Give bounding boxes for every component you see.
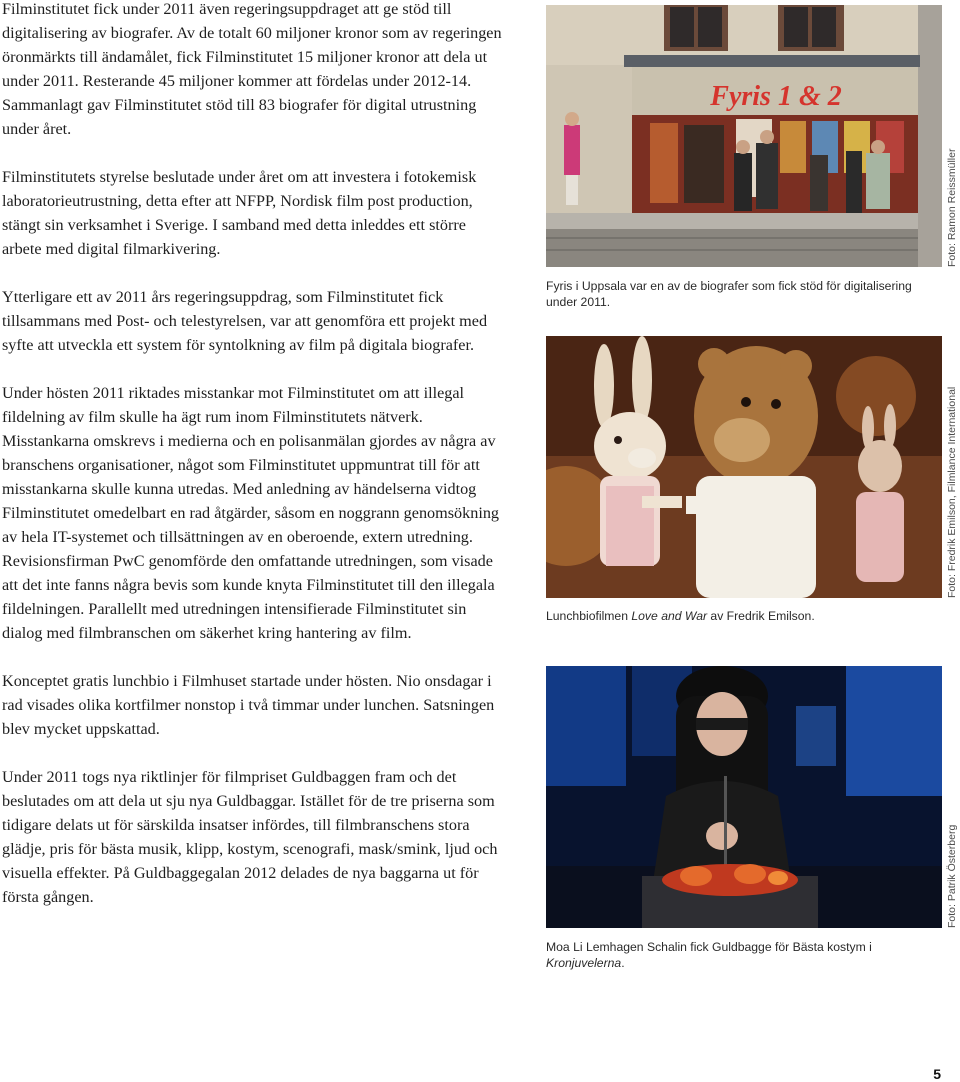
guldbagge-credit: Foto: Patrik Österberg (946, 824, 958, 928)
love-and-war-credit: Foto: Fredrik Emilson, Filmlance International (946, 386, 958, 598)
article-paragraph: Filminstitutet fick under 2011 även regeringsuppdraget att ge stöd till digitalisering av biografer. Av de totalt 60 miljoner kronor som av regeringen öronmärkts till ändamålet, fick Filminstitutet 15 miljoner kronor att dela ut under 2011. Resterande 45 miljoner kommer att fördelas under 2012-14. Sammanlagt gav Filminstitutet stöd till 83 biografer för digital utrustning under året. (2, 0, 502, 138)
fyris-photo-credit: Foto: Ramon Reissmüller (946, 148, 958, 267)
cinema-sign-text: Fyris 1 & 2 (710, 81, 842, 112)
article-paragraph: Under hösten 2011 riktades misstankar mot Filminstitutet om att illegal fildelning av film skulle ha ägt rum inom Filminstitutets nätverk. Misstankarna omskrevs i medierna och en polisanmälan gjordes av några av branschens organisationer, något som Filminstitutet uppmuntrat till för att misstankarna skulle kunna utredas. Med anledning av händelserna vidtog Filminstitutet omedelbart en rad åtgärder, såsom en noggrann genomsökning av hela IT-systemet och tillsättningen av en oberoende, extern utredning. Revisionsfirman PwC genomförde den omfattande utredningen, som visade att det inte fanns några bevis som kunde knyta Filminstitutet till den illegala fildelningen. Parallellt med utredningen intensifierade Filminstitutet sin dialog med filmbranschen om säkerhet kring hantering av film. (2, 384, 500, 642)
caption-text: Lunchbiofilmen (546, 609, 632, 623)
guldbagge-caption (546, 939, 926, 971)
article-paragraph: Under 2011 togs nya riktlinjer för filmpriset Guldbaggen fram och det beslutades om att dela ut sju nya Guldbaggar. Istället för de tre priserna som tidigare delats ut för särskilda insatser infördes, till filmbranschens stora glädje, pris för bästa musik, klipp, kostym, scenografi, mask/smink, ljud och visuella effekter. På Guldbaggegalan 2012 delades de nya baggarna ut för första gången. (2, 768, 498, 906)
page-number: 5 (933, 1066, 941, 1082)
article-body (2, 0, 507, 933)
caption-text: Moa Li Lemhagen Schalin fick Guldbagge för Bästa kostym i (546, 940, 872, 954)
article-paragraph: Ytterligare ett av 2011 års regeringsuppdrag, som Filminstitutet fick tillsammans med Post- och telestyrelsen, var att genomföra ett projekt med syfte att utveckla ett system för syntolkning av film på digitala biografer. (2, 288, 488, 354)
love-and-war-photo (546, 336, 942, 598)
caption-text: . (621, 956, 625, 970)
article-paragraph: Filminstitutets styrelse beslutade under året om att investera i fotokemisk laboratorieutrustning, detta efter att NFPP, Nordisk film post production, stängt sin verksamhet i Sverige. I samband med detta inleddes ett större arbete med digital filmarkivering. (2, 168, 477, 258)
film-title: Love and War (631, 609, 708, 623)
caption-text: av Fredrik Emilson. (707, 609, 815, 623)
fyris-photo-caption: Fyris i Uppsala var en av de biografer som fick stöd för digitalisering under 2011. (546, 279, 912, 309)
guldbagge-winner-photo (546, 666, 942, 928)
article-paragraph: Konceptet gratis lunchbio i Filmhuset startade under hösten. Nio onsdagar i rad visades olika kortfilmer nonstop i två timmar under lunchen. Satsningen blev mycket uppskattad. (2, 672, 495, 738)
fyris-cinema-photo (546, 5, 942, 267)
love-and-war-caption (546, 608, 926, 624)
film-title: Kronjuvelerna (546, 956, 622, 970)
